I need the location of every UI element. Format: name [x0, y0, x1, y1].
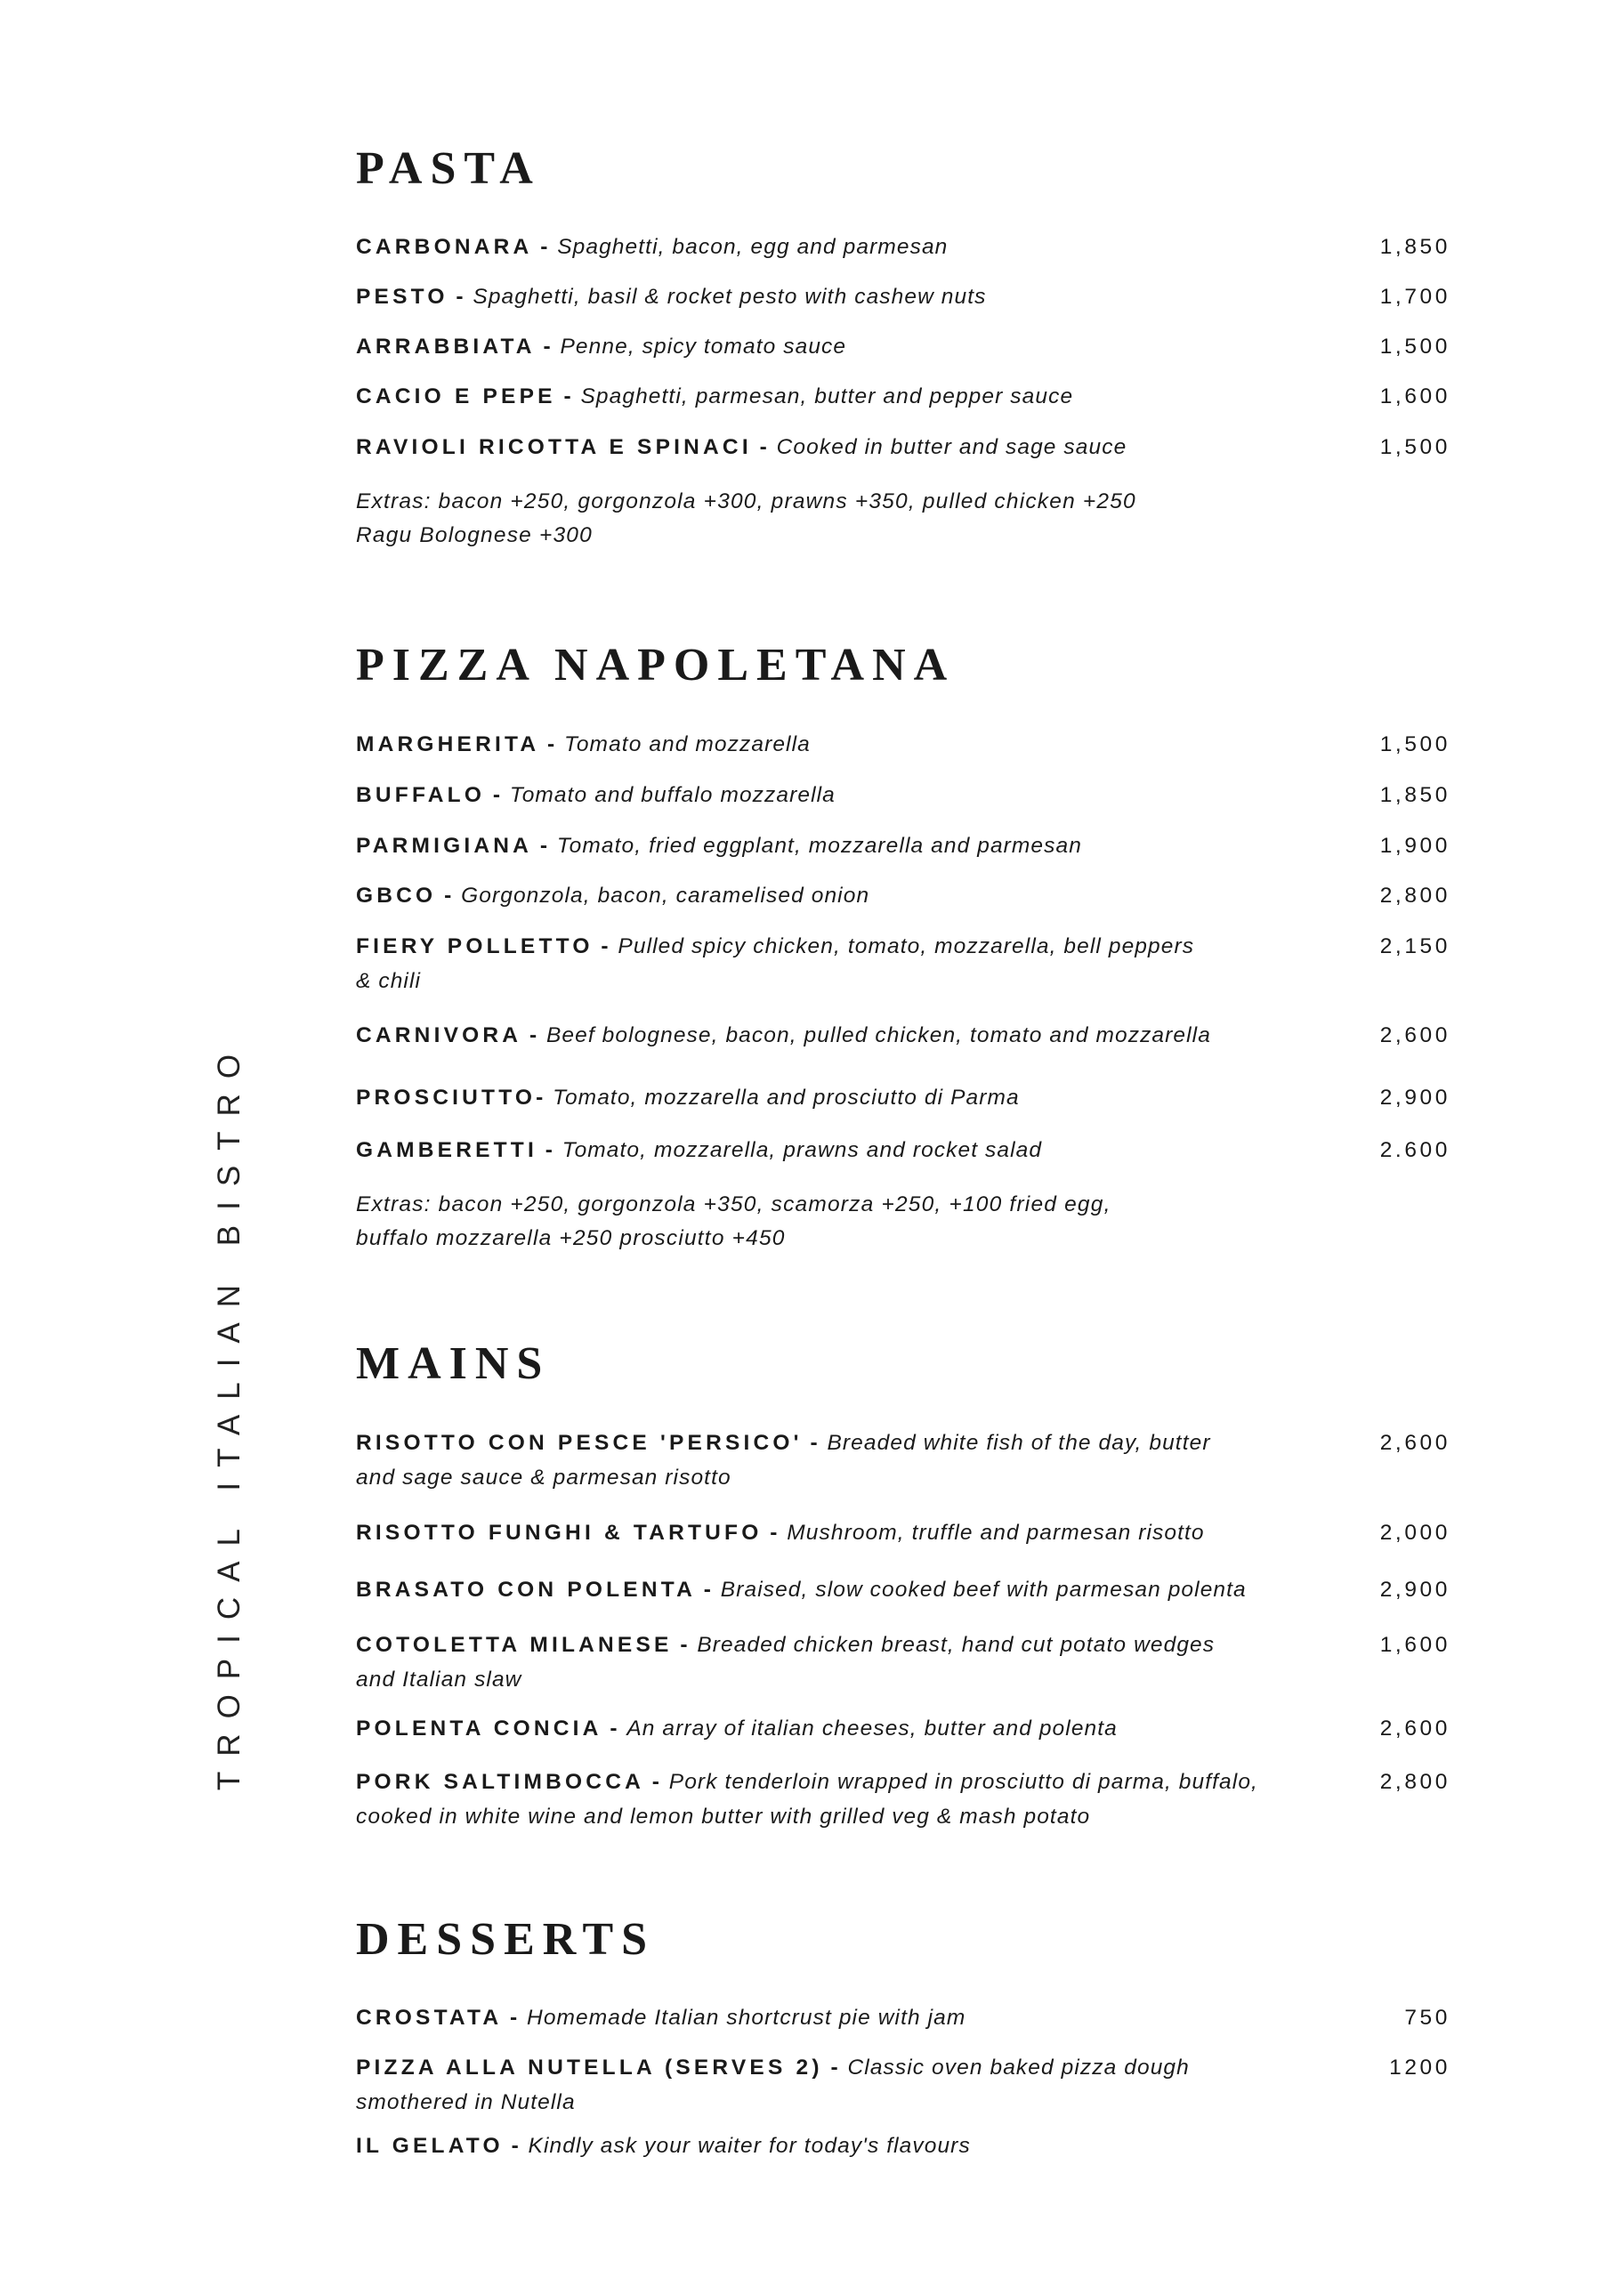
item-price: 750 [1404, 2006, 1450, 2030]
item-separator: - [535, 335, 561, 359]
menu-item [356, 1426, 1450, 1495]
item-description: Homemade Italian shortcrust pie with jam [527, 2006, 966, 2030]
item-description: Penne, spicy tomato sauce [560, 335, 847, 359]
menu-item [356, 778, 1450, 812]
brand-vertical-text: TROPICAL ITALIAN BISTRO [212, 1038, 246, 1791]
menu-item [356, 727, 1450, 762]
item-description: Breaded chicken breast, hand cut potato wedges and Italian slaw [356, 1633, 1216, 1692]
section-title: MAINS [356, 1338, 551, 1389]
item-description: An array of italian cheeses, butter and polenta [626, 1717, 1118, 1741]
menu-item [356, 2129, 1450, 2163]
item-description: Gorgonzola, bacon, caramelised onion [461, 884, 870, 908]
section-title: PASTA [356, 143, 541, 194]
item-separator: - [762, 1521, 788, 1545]
item-name: PORK SALTIMBOCCA [356, 1770, 644, 1794]
menu-item [356, 430, 1450, 464]
item-price: 2,600 [1379, 1023, 1450, 1047]
item-name: PARMIGIANA [356, 834, 533, 858]
item-name: CROSTATA [356, 2006, 503, 2030]
item-separator: - [555, 384, 581, 408]
item-price: 2,150 [1379, 934, 1450, 958]
item-description: Cooked in butter and sage sauce [776, 435, 1127, 459]
item-price: 1,850 [1379, 235, 1450, 259]
item-name: ARRABBIATA [356, 335, 536, 359]
menu-item [356, 878, 1450, 913]
item-separator: - [822, 2056, 848, 2080]
item-description: Spaghetti, bacon, egg and parmesan [557, 235, 949, 259]
item-description: Tomato, fried eggplant, mozzarella and parmesan [556, 834, 1082, 858]
item-separator: - [643, 1770, 669, 1794]
menu-item [356, 279, 1450, 314]
item-name: PIZZA ALLA NUTELLA (SERVES 2) [356, 2056, 823, 2080]
item-price: 2,600 [1379, 1717, 1450, 1741]
item-price: 2,900 [1379, 1086, 1450, 1110]
item-price: 2,000 [1379, 1521, 1450, 1545]
item-name: RISOTTO CON PESCE 'PERSICO' [356, 1431, 803, 1455]
item-name: COTOLETTA MILANESE [356, 1633, 673, 1657]
item-name: BUFFALO [356, 783, 486, 807]
section-title: PIZZA NAPOLETANA [356, 640, 956, 691]
menu-item [356, 2000, 1450, 2035]
item-price: 1,850 [1379, 783, 1450, 807]
item-price: 1,500 [1379, 732, 1450, 756]
item-description: Mushroom, truffle and parmesan risotto [787, 1521, 1205, 1545]
extras-line: buffalo mozzarella +250 prosciutto +450 [356, 1226, 786, 1250]
extras-line: Extras: bacon +250, gorgonzola +350, scamorza +250, +100 fried egg, [356, 1192, 1111, 1216]
item-name: BRASATO CON POLENTA [356, 1578, 696, 1602]
item-description: Beef bolognese, bacon, pulled chicken, tomato and mozzarella [545, 1023, 1211, 1047]
menu-item [356, 379, 1450, 414]
extras-note [356, 485, 1335, 553]
section-title: DESSERTS [356, 1914, 656, 1965]
item-separator: - [593, 934, 618, 958]
item-separator: - [448, 285, 473, 309]
section-desserts [356, 1913, 1450, 2158]
item-description: Tomato, mozzarella, prawns and rocket salad [562, 1138, 1043, 1162]
menu-item [356, 1711, 1450, 1746]
item-price: 2,800 [1379, 884, 1450, 908]
item-separator: - [503, 2134, 529, 2158]
item-description: Spaghetti, basil & rocket pesto with cashew nuts [473, 285, 987, 309]
item-name: CARBONARA [356, 235, 533, 259]
item-name: PESTO [356, 285, 448, 309]
item-description: Classic oven baked pizza dough smothered in Nutella [356, 2056, 1190, 2114]
menu-item [356, 1628, 1450, 1697]
item-price: 1200 [1389, 2056, 1450, 2080]
menu-item [356, 1572, 1450, 1607]
extras-line: Extras: bacon +250, gorgonzola +300, prawns +350, pulled chicken +250 [356, 489, 1136, 513]
item-separator: - [672, 1633, 698, 1657]
item-description: Tomato and buffalo mozzarella [509, 783, 836, 807]
item-price: 1,600 [1379, 384, 1450, 408]
item-price: 2.600 [1379, 1138, 1450, 1162]
extras-line: Ragu Bolognese +300 [356, 523, 593, 547]
section-pasta [356, 142, 1450, 547]
item-name: PROSCIUTTO [356, 1086, 537, 1110]
menu-item [356, 929, 1450, 998]
menu-item [356, 329, 1450, 364]
section-mains [356, 1337, 1450, 1829]
item-price: 1,900 [1379, 834, 1450, 858]
menu-item [356, 1080, 1450, 1115]
menu-item [356, 230, 1450, 264]
item-name: FIERY POLLETTO [356, 934, 594, 958]
item-name: CACIO E PEPE [356, 384, 556, 408]
item-name: POLENTA CONCIA [356, 1717, 602, 1741]
item-description: Tomato and mozzarella [564, 732, 811, 756]
item-separator: - [537, 1138, 562, 1162]
item-price: 1,500 [1379, 335, 1450, 359]
item-name: IL GELATO [356, 2134, 504, 2158]
item-description: Pulled spicy chicken, tomato, mozzarella, bell peppers & chili [356, 934, 1195, 993]
item-price: 1,700 [1379, 285, 1450, 309]
item-description: Pork tenderloin wrapped in prosciutto di parma, buffalo, cooked in white wine and lemon butter with grilled veg & mash potato [356, 1770, 1258, 1829]
menu-item [356, 1515, 1450, 1550]
item-name: RISOTTO FUNGHI & TARTUFO [356, 1521, 763, 1545]
item-price: 2,800 [1379, 1770, 1450, 1794]
item-separator: - [751, 435, 777, 459]
item-separator: - [521, 1023, 546, 1047]
item-separator: - [436, 884, 462, 908]
item-separator: - [536, 1086, 553, 1110]
item-separator: - [532, 235, 558, 259]
item-price: 1,600 [1379, 1633, 1450, 1657]
menu-item [356, 1133, 1450, 1167]
item-name: MARGHERITA [356, 732, 540, 756]
item-name: RAVIOLI RICOTTA E SPINACI [356, 435, 752, 459]
item-price: 1,500 [1379, 435, 1450, 459]
menu-item [356, 2050, 1450, 2120]
item-description: Tomato, mozzarella and prosciutto di Parma [553, 1086, 1020, 1110]
section-pizza [356, 639, 1450, 1250]
extras-note [356, 1188, 1335, 1256]
item-separator: - [802, 1431, 828, 1455]
item-description: Spaghetti, parmesan, butter and pepper sauce [580, 384, 1074, 408]
item-separator: - [485, 783, 510, 807]
item-separator: - [695, 1578, 721, 1602]
item-separator: - [539, 732, 565, 756]
item-price: 2,600 [1379, 1431, 1450, 1455]
menu-item [356, 1018, 1450, 1053]
item-name: GAMBERETTI [356, 1138, 537, 1162]
item-separator: - [602, 1717, 627, 1741]
item-description: Kindly ask your waiter for today's flavours [528, 2134, 971, 2158]
item-description: Braised, slow cooked beef with parmesan polenta [720, 1578, 1247, 1602]
item-name: CARNIVORA [356, 1023, 522, 1047]
item-separator: - [502, 2006, 528, 2030]
item-price: 2,900 [1379, 1578, 1450, 1602]
menu-item [356, 828, 1450, 863]
item-separator: - [532, 834, 557, 858]
item-description: Breaded white fish of the day, butter and sage sauce & parmesan risotto [356, 1431, 1211, 1490]
menu-item [356, 1765, 1450, 1834]
item-name: GBCO [356, 884, 437, 908]
